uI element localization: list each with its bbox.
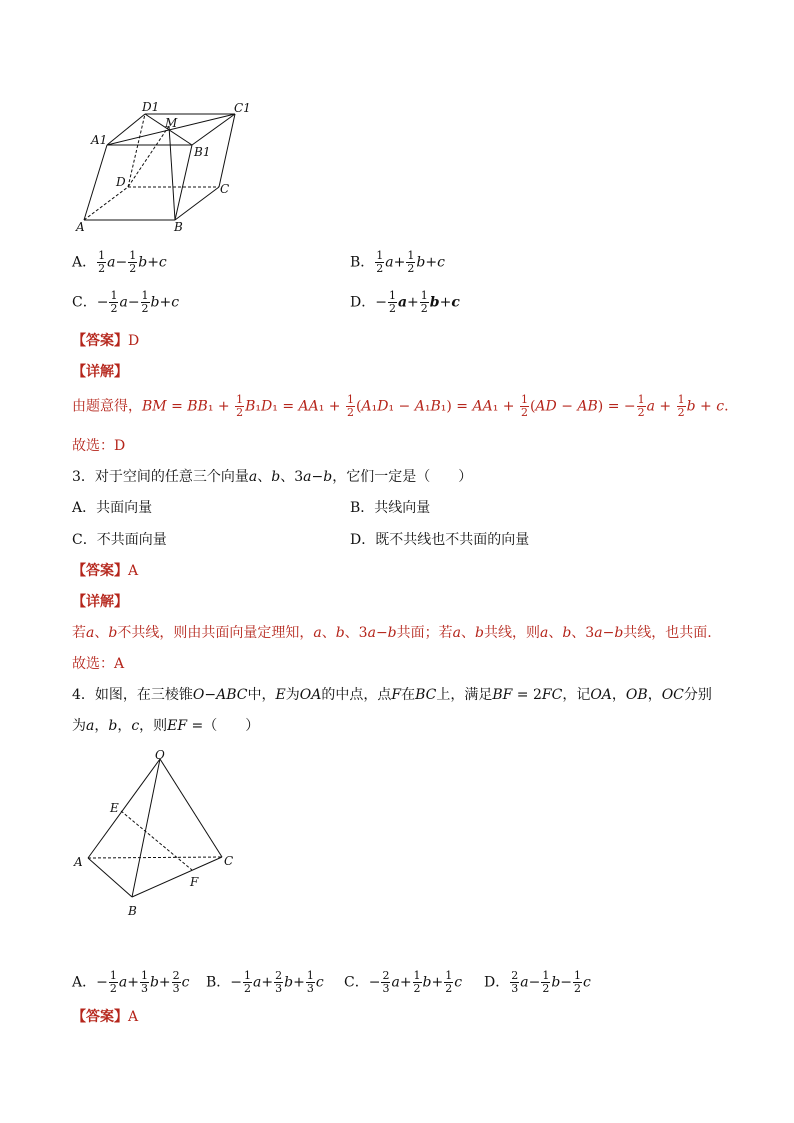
- label-C1: C1: [234, 101, 251, 115]
- q4-stem-line2: 为a，b，c，则EF =（ ）: [72, 718, 260, 734]
- label-C: C: [220, 182, 230, 196]
- q2-option-a[interactable]: A． $\frac{1}{2}$ a− $\frac{1}{2}$ b+c: [72, 249, 167, 275]
- q2-detail-tag: 【详解】: [72, 364, 128, 380]
- q3-answer: 【答案】A: [72, 563, 139, 579]
- label-B: B: [174, 220, 183, 234]
- q3-option-b[interactable]: B．共线向量: [350, 500, 431, 516]
- q4-option-d[interactable]: D． $\frac{2}{3}$ a− $\frac{1}{2}$ b− $\frac{1}{2}$ c: [484, 969, 591, 995]
- tetrahedron-figure: [70, 745, 250, 920]
- label-B1: B1: [194, 145, 211, 159]
- label-A2: A: [74, 855, 83, 869]
- q2-option-b[interactable]: B． $\frac{1}{2}$ a+ $\frac{1}{2}$ b+c: [350, 249, 445, 275]
- label-E: E: [110, 801, 119, 815]
- q4-option-a[interactable]: A．− $\frac{1}{2}$ a+ $\frac{1}{3}$ b+ $\frac{2}{3}$ c: [72, 969, 190, 995]
- q3-detail-text: 若a、b不共线，则由共面向量定理知，a、b、3a−b共面；若a、b共线，则a、b、3a−b共线，也共面.: [72, 625, 712, 641]
- label-A1: A1: [91, 133, 108, 147]
- q2-detail-formula: 由题意得，BM = BB₁ + $\frac{1}{2}$ B₁D₁ = AA₁ + $\frac{1}{2}$ (A₁D₁ − A₁B₁) = AA₁ + $\frac{1}{2}$ (AD − AB) = − $\frac{1}{2}$ a + $\frac{1}{2}$ b + c.: [72, 393, 729, 419]
- q2-option-c[interactable]: C．− $\frac{1}{2}$ a− $\frac{1}{2}$ b+c: [72, 289, 180, 315]
- label-D: D: [116, 175, 126, 189]
- q3-stem: 3．对于空间的任意三个向量a、b、3a−b，它们一定是（ ）: [72, 469, 473, 485]
- q4-option-c[interactable]: C．− $\frac{2}{3}$ a+ $\frac{1}{2}$ b+ $\frac{1}{2}$ c: [344, 969, 463, 995]
- q3-option-a[interactable]: A．共面向量: [72, 500, 153, 516]
- q3-option-c[interactable]: C．不共面向量: [72, 532, 167, 548]
- q3-option-d[interactable]: D．既不共线也不共面的向量: [350, 532, 530, 548]
- parallelepiped-figure: [72, 100, 262, 235]
- label-M: M: [165, 116, 178, 130]
- q4-option-b[interactable]: B．− $\frac{1}{2}$ a+ $\frac{2}{3}$ b+ $\frac{1}{3}$ c: [206, 969, 324, 995]
- label-C2: C: [224, 854, 234, 868]
- q2-option-d[interactable]: D．− $\frac{1}{2}$ a+ $\frac{1}{2}$ b+c: [350, 289, 460, 315]
- q4-stem-line1: 4．如图，在三棱锥O−ABC中，E为OA的中点，点F在BC上，满足BF = 2FC，记OA，OB，OC分别: [72, 687, 712, 703]
- label-A: A: [76, 220, 85, 234]
- q4-answer: 【答案】A: [72, 1009, 139, 1025]
- label-F: F: [190, 875, 199, 889]
- label-D1: D1: [142, 100, 160, 114]
- q2-answer: 【答案】D: [72, 333, 140, 349]
- q2-conclusion: 故选：D: [72, 438, 126, 454]
- q3-detail-tag: 【详解】: [72, 594, 128, 610]
- q3-conclusion: 故选：A: [72, 656, 125, 672]
- label-B2: B: [128, 904, 137, 918]
- label-O: O: [155, 748, 165, 762]
